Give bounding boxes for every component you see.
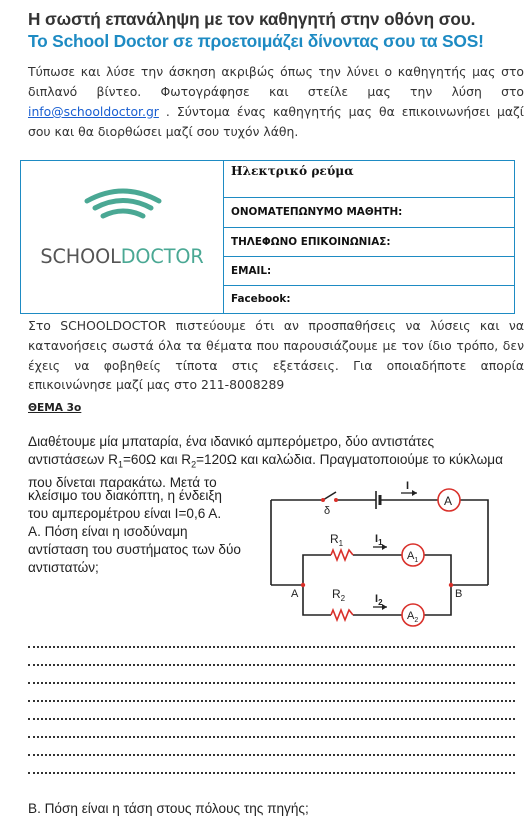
label-i1: I: [375, 533, 379, 545]
problem-line-2: αντιστάσεων $R_1=60\Omega$ και $R_2=120\Omega$ και καλώδια. Πραγματοποιούμε το κύκλωμα: [28, 452, 503, 470]
logo-wordmark: [21, 245, 223, 268]
svg-text:R2: [332, 587, 346, 603]
resistor-r2-icon: [331, 610, 353, 620]
header-line-1: Η σωστή επανάληψη με τον καθηγητή στην οθόνη σου.: [28, 9, 476, 29]
label-a1: A: [407, 550, 415, 562]
label-i2-sub: 2: [378, 598, 383, 607]
intro-text-before: Τύπωσε και λύσε την άσκηση ακριβώς όπως την λύνει ο καθηγητής μας στο διπλανό βίντεο. Φωτογράφησε και στείλε μας την λύση στο: [28, 64, 524, 99]
answer-line-2[interactable]: [28, 664, 515, 666]
problem-line-4: κλείσιμο του διακόπτη, η ένδειξη: [28, 488, 222, 503]
label-ammeter-main: A: [444, 494, 453, 508]
resistor-r1-icon: [331, 550, 353, 560]
label-r2: R: [332, 587, 341, 601]
label-i1-sub: 1: [378, 538, 383, 547]
student-info-card: [20, 160, 515, 314]
label-r1-sub: 1: [338, 539, 344, 548]
answer-line-5[interactable]: [28, 718, 515, 720]
node-b-dot: [449, 583, 453, 587]
answer-line-6[interactable]: [28, 736, 515, 738]
field-student-name[interactable]: ΟΝΟΜΑΤΕΠΩΝΥΜΟ ΜΑΘΗΤΗ:: [224, 198, 514, 228]
question-b: Β. Πόση είναι η τάση στους πόλους της πηγής;: [28, 801, 309, 816]
intro-text-after: . Σύντομα ένας καθηγητής μας θα επικοινωνήσει μαζί σου και θα διορθώσει μαζί σου τυχόν λάθη.: [28, 104, 524, 139]
label-i2: I: [375, 593, 379, 605]
card-fields: [224, 161, 514, 313]
answer-line-4[interactable]: [28, 700, 515, 702]
field-phone[interactable]: ΤΗΛΕΦΩΝΟ ΕΠΙΚΟΙΝΩΝΙΑΣ:: [224, 228, 514, 257]
node-a-dot: [301, 583, 305, 587]
problem-line-3: που δίνεται παρακάτω. Μετά το: [28, 474, 217, 490]
header-line-2: Το School Doctor σε προετοιμάζει δίνοντας σου τα SOS!: [28, 31, 484, 51]
logo-text-doctor: DOCTOR: [120, 245, 204, 268]
label-switch: δ: [324, 505, 331, 517]
label-a2-sub: 2: [414, 617, 419, 624]
label-current-main: I: [406, 480, 410, 492]
label-r1: R: [330, 532, 339, 546]
svg-text:I1: [375, 533, 383, 547]
label-a1-sub: 1: [414, 557, 419, 564]
problem-line-6: Α. Πόση είναι η ισοδύναμη: [28, 524, 188, 539]
theme-title: ΘΕΜΑ 3ο: [28, 402, 82, 414]
battery-icon: [376, 491, 380, 509]
svg-text:R1: [330, 532, 344, 548]
subject-title: Ηλεκτρικό ρεύμα: [224, 161, 514, 198]
circuit-diagram: [263, 480, 523, 630]
problem-line-1: Διαθέτουμε μία μπαταρία, ένα ιδανικό αμπερόμετρο, δύο αντιστάτες: [28, 434, 435, 449]
promo-paragraph: Στο SCHOOLDOCTOR πιστεύουμε ότι αν προσπαθήσεις να λύσεις και να κατανοήσεις σωστά όλα τα θέματα που παρουσιάζουμε με τον ίδιο τρόπο, δεν έχεις να φοβηθείς τίποτα στις εξετάσεις. Για οποιαδήποτε απορία επικοινώνησε μαζί μας στο 211-8008289: [28, 318, 524, 393]
answer-line-8[interactable]: [28, 772, 515, 774]
label-r2-sub: 2: [340, 594, 346, 603]
answer-line-1[interactable]: [28, 646, 515, 648]
answer-line-3[interactable]: [28, 682, 515, 684]
problem-line-5: του αμπερομέτρου είναι Ι=0,6 Α.: [28, 506, 222, 521]
problem-line-7: αντίσταση του συστήματος των δύο: [28, 542, 241, 557]
field-email[interactable]: EMAIL:: [224, 257, 514, 286]
field-facebook[interactable]: Facebook:: [231, 293, 291, 306]
schooldoctor-logo: [21, 161, 224, 313]
problem-line-8: αντιστατών;: [28, 560, 99, 575]
wifi-logo-icon: [21, 161, 223, 241]
switch-icon: [321, 492, 338, 502]
email-link[interactable]: info@schooldoctor.gr: [28, 104, 159, 119]
label-node-a: A: [291, 588, 299, 600]
logo-text-school: SCHOOL: [40, 245, 121, 268]
intro-paragraph: [28, 62, 524, 142]
answer-line-7[interactable]: [28, 754, 515, 756]
label-node-b: B: [455, 588, 463, 600]
label-a2: A: [407, 610, 415, 622]
problem-question-a: [28, 487, 248, 577]
svg-text:I2: [375, 593, 383, 607]
